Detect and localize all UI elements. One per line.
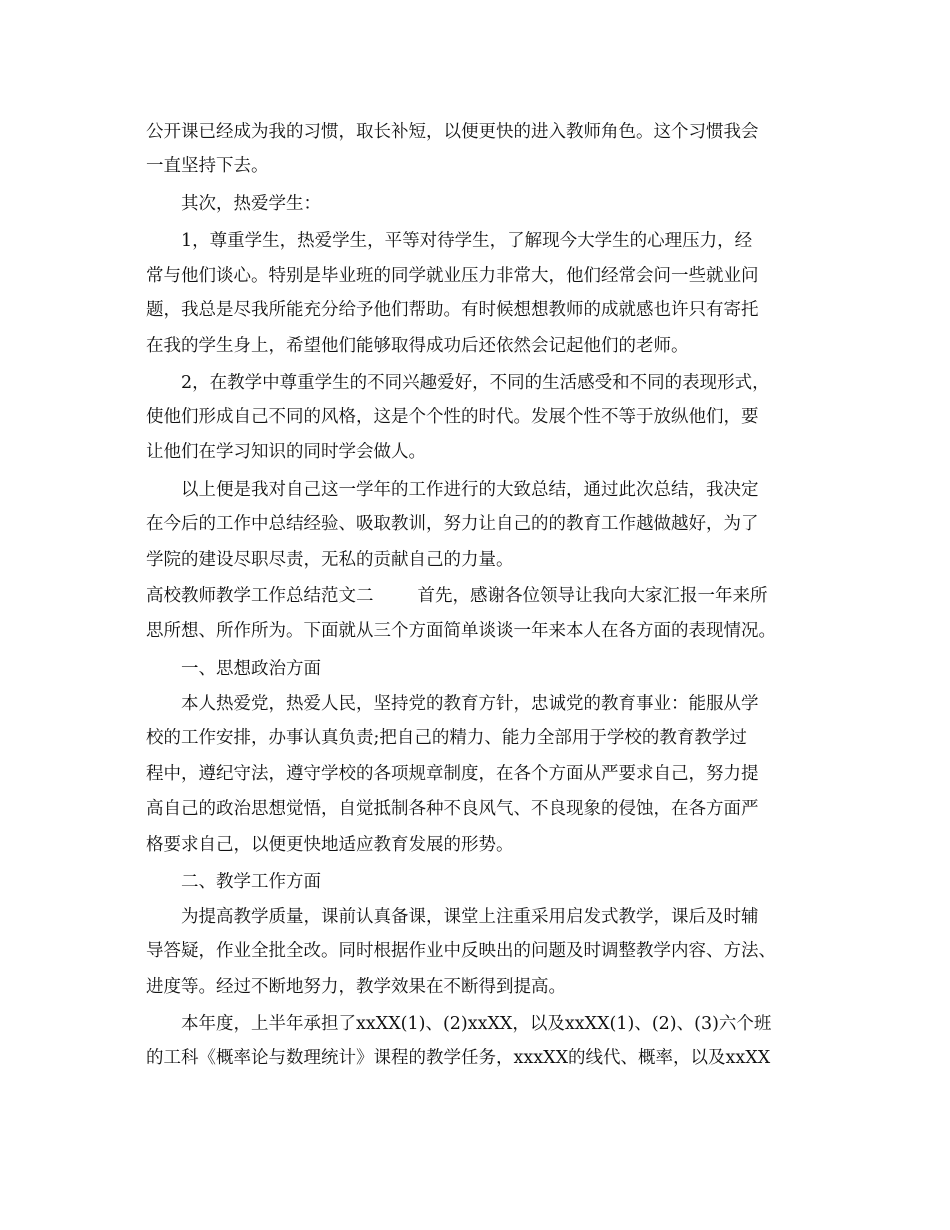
paragraph-line: 在今后的工作中总结经验、吸取教训，努力让自己的的教育工作越做越好，为了 <box>146 514 759 534</box>
paragraph-line: 公开课已经成为我的习惯，取长补短，以便更快的进入教师角色。这个习惯我会 <box>146 122 759 142</box>
paragraph-line: 在我的学生身上，希望他们能够取得成功后还依然会记起他们的老师。 <box>146 336 689 356</box>
paragraph-line: 题，我总是尽我所能充分给予他们帮助。有时候想想教师的成就感也许只有寄托 <box>146 300 759 320</box>
paragraph-text: 首先，感谢各位领导让我向大家汇报一年来所 <box>417 586 768 606</box>
paragraph-line: 进度等。经过不断地努力，教学效果在不断得到提高。 <box>146 977 566 997</box>
section-heading-line <box>146 585 768 607</box>
paragraph-line: 使他们形成自己不同的风格，这是个个性的时代。发展个性不等于放纵他们，要 <box>146 407 759 427</box>
paragraph-line: 为提高教学质量，课前认真备课，课堂上注重采用启发式教学，课后及时辅 <box>181 907 759 927</box>
section-heading: 二、教学工作方面 <box>181 872 321 892</box>
paragraph-line: 2，在教学中尊重学生的不同兴趣爱好，不同的生活感受和不同的表现形式， <box>181 373 770 393</box>
paragraph-line: 校的工作安排，办事认真负责;把自己的精力、能力全部用于学校的教育教学过 <box>146 728 747 748</box>
paragraph-line: 的工科《概率论与数理统计》课程的教学任务，xxxXX的线代、概率，以及xxXX <box>146 1048 771 1068</box>
paragraph-line: 学院的建设尽职尽责，无私的贡献自己的力量。 <box>146 550 514 570</box>
article-title: 高校教师教学工作总结范文二 <box>146 586 374 606</box>
paragraph-line: 导答疑，作业全批全改。同时根据作业中反映出的问题及时调整教学内容、方法、 <box>146 941 776 961</box>
paragraph-line: 让他们在学习知识的同时学会做人。 <box>146 442 426 462</box>
paragraph-line: 一直坚持下去。 <box>146 156 269 176</box>
paragraph-line: 其次，热爱学生： <box>181 194 321 214</box>
paragraph-line: 格要求自己，以便更快地适应教育发展的形势。 <box>146 835 514 855</box>
paragraph-line: 常与他们谈心。特别是毕业班的同学就业压力非常大，他们经常会问一些就业问 <box>146 266 759 286</box>
paragraph-line: 本人热爱党，热爱人民，坚持党的教育方针，忠诚党的教育事业：能服从学 <box>181 694 759 714</box>
paragraph-line: 思所想、所作所为。下面就从三个方面简单谈谈一年来本人在各方面的表现情况。 <box>146 621 776 641</box>
paragraph-line: 高自己的政治思想觉悟，自觉抵制各种不良风气、不良现象的侵蚀，在各方面严 <box>146 799 759 819</box>
paragraph-line: 1，尊重学生，热爱学生，平等对待学生，了解现今大学生的心理压力，经 <box>181 231 753 251</box>
paragraph-line: 本年度，上半年承担了xxXX(1)、(2)xxXX，以及xxXX(1)、(2)、(3)六个班 <box>181 1014 772 1034</box>
paragraph-line: 程中，遵纪守法，遵守学校的各项规章制度，在各个方面从严要求自己，努力提 <box>146 764 759 784</box>
section-heading: 一、思想政治方面 <box>181 659 321 679</box>
paragraph-line: 以上便是我对自己这一学年的工作进行的大致总结，通过此次总结，我决定 <box>181 480 759 500</box>
